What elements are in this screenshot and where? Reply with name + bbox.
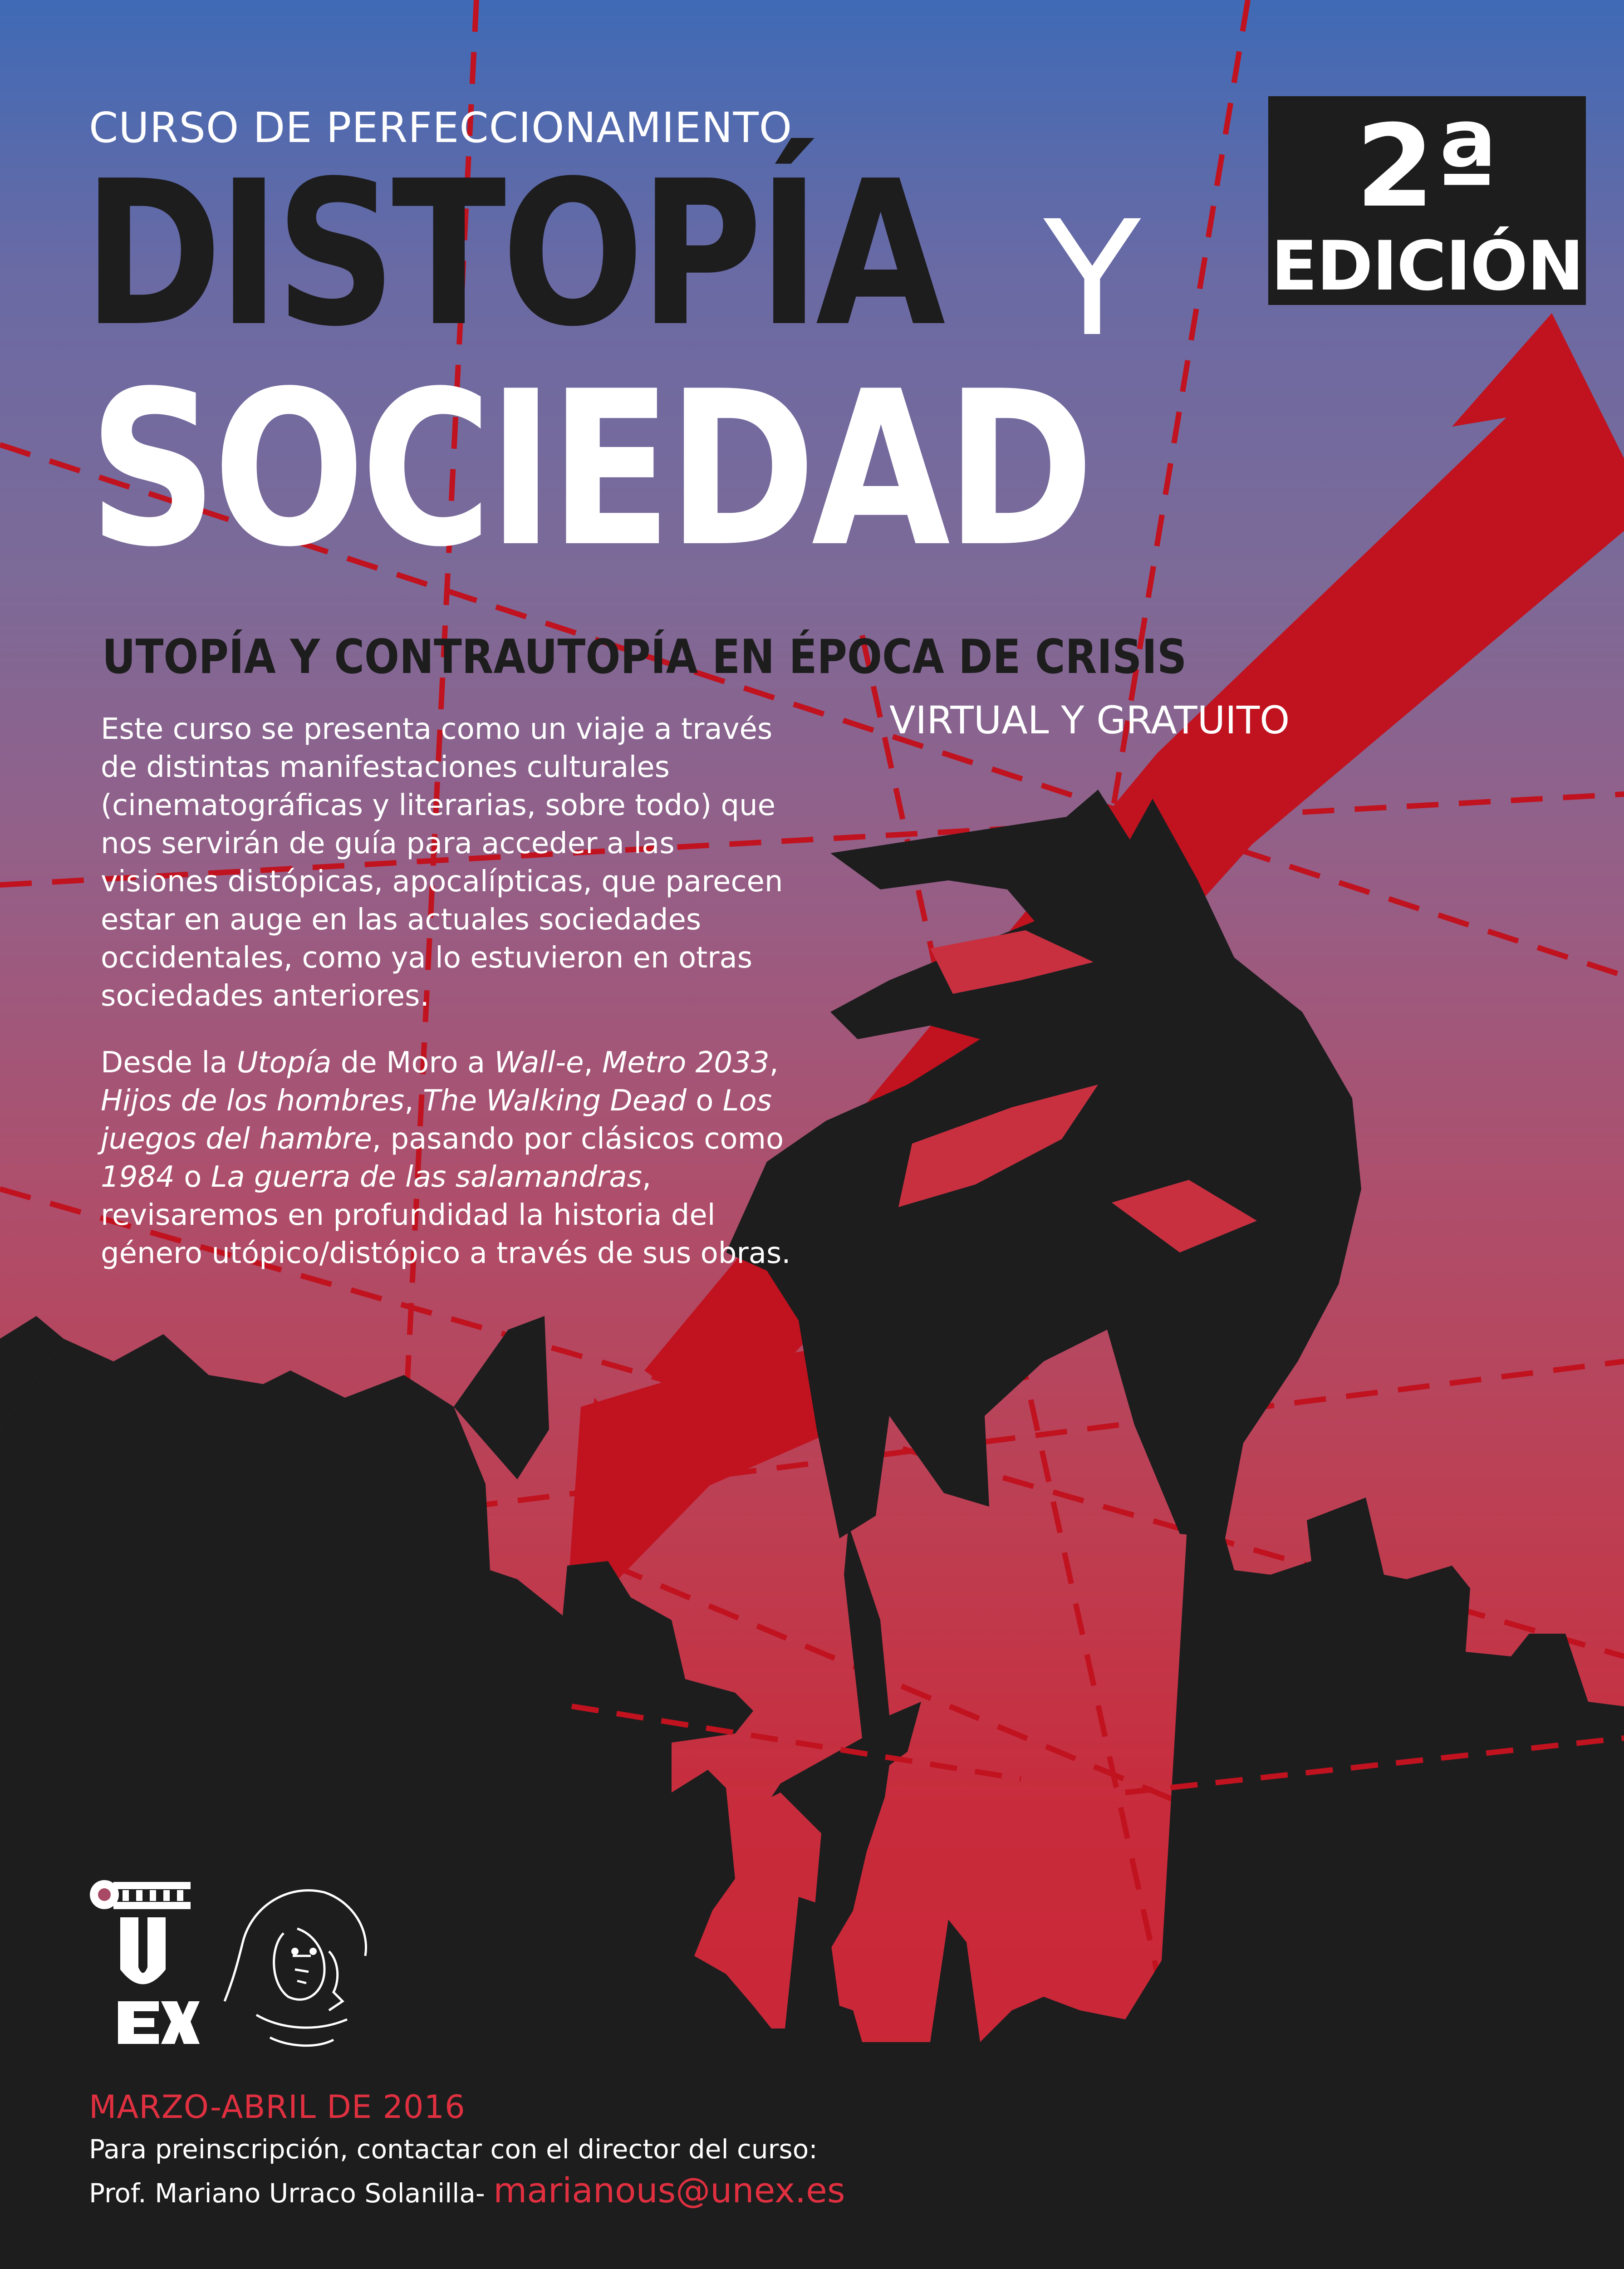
- city-skyline-silhouette: [0, 1316, 1624, 2269]
- text-run: ,: [769, 1046, 779, 1080]
- text-run: o: [174, 1160, 211, 1194]
- title-distopia: DISTOPÍA: [83, 138, 941, 370]
- contact-instructions: Para preinscripción, contactar con el director del curso:: [89, 2134, 818, 2165]
- clawed-hand-silhouette: [726, 790, 1361, 1538]
- title-sociedad: SOCIEDAD: [88, 345, 1090, 594]
- work-title-1984: 1984: [101, 1160, 175, 1194]
- edition-label: EDICIÓN: [1271, 227, 1583, 306]
- work-title-metro-2033: Metro 2033: [602, 1046, 770, 1080]
- work-title-la-guerra-de-las-salamandras: La guerra de las salamandras: [211, 1160, 642, 1194]
- uex-logo-icon: [86, 1876, 200, 2058]
- course-kicker: CURSO DE PERFECCIONAMIENTO: [89, 103, 793, 152]
- work-title-los-juegos-del-hambre: Los juegos del hambre: [101, 1084, 772, 1156]
- title-connector: Y: [1044, 187, 1141, 372]
- text-run: Desde la: [101, 1046, 237, 1080]
- course-subtitle: UTOPÍA Y CONTRAUTOPÍA EN ÉPOCA DE CRISIS: [102, 630, 1187, 684]
- work-title-hijos-de-los-hombres: Hijos de los hombres: [101, 1084, 405, 1118]
- course-modality: VIRTUAL Y GRATUITO: [889, 698, 1290, 742]
- edition-number: 2ª: [1355, 100, 1499, 232]
- work-title-wall-e: Wall-e: [494, 1046, 584, 1080]
- description-paragraph-2: [101, 1044, 800, 1272]
- text-run: , pasando por clásicos como: [372, 1122, 784, 1156]
- work-title-utopia: Utopía: [236, 1046, 332, 1080]
- text-run: ,: [404, 1084, 423, 1118]
- work-title-the-walking-dead: The Walking Dead: [422, 1084, 687, 1118]
- edition-badge: [1268, 96, 1586, 305]
- course-dates: MARZO-ABRIL DE 2016: [89, 2088, 466, 2126]
- text-run: de Moro a: [331, 1046, 495, 1080]
- iniciativa-sociopolitica-amigos-de-orwell-seal-icon: [216, 1865, 388, 2065]
- director-contact: [89, 2170, 845, 2210]
- text-run: ,: [584, 1046, 603, 1080]
- director-email-link[interactable]: marianous@unex.es: [493, 2170, 845, 2210]
- description-paragraph-1: Este curso se presenta como un viaje a través de distintas manifestaciones culturales (cinematográficas y literarias, sobre todo) que nos servirán de guía para acceder a las visiones distópicas, apocalípticas, que parecen estar en auge en las actuales sociedades occidentales, como ya lo estuvieron en otras sociedades anteriores.: [101, 712, 783, 1013]
- text-run: o: [686, 1084, 723, 1118]
- text-run: , revisaremos en profundidad la historia del género utópico/distópico a través de sus obras.: [101, 1160, 791, 1270]
- director-name: Prof. Mariano Urraco Solanilla-: [89, 2178, 494, 2209]
